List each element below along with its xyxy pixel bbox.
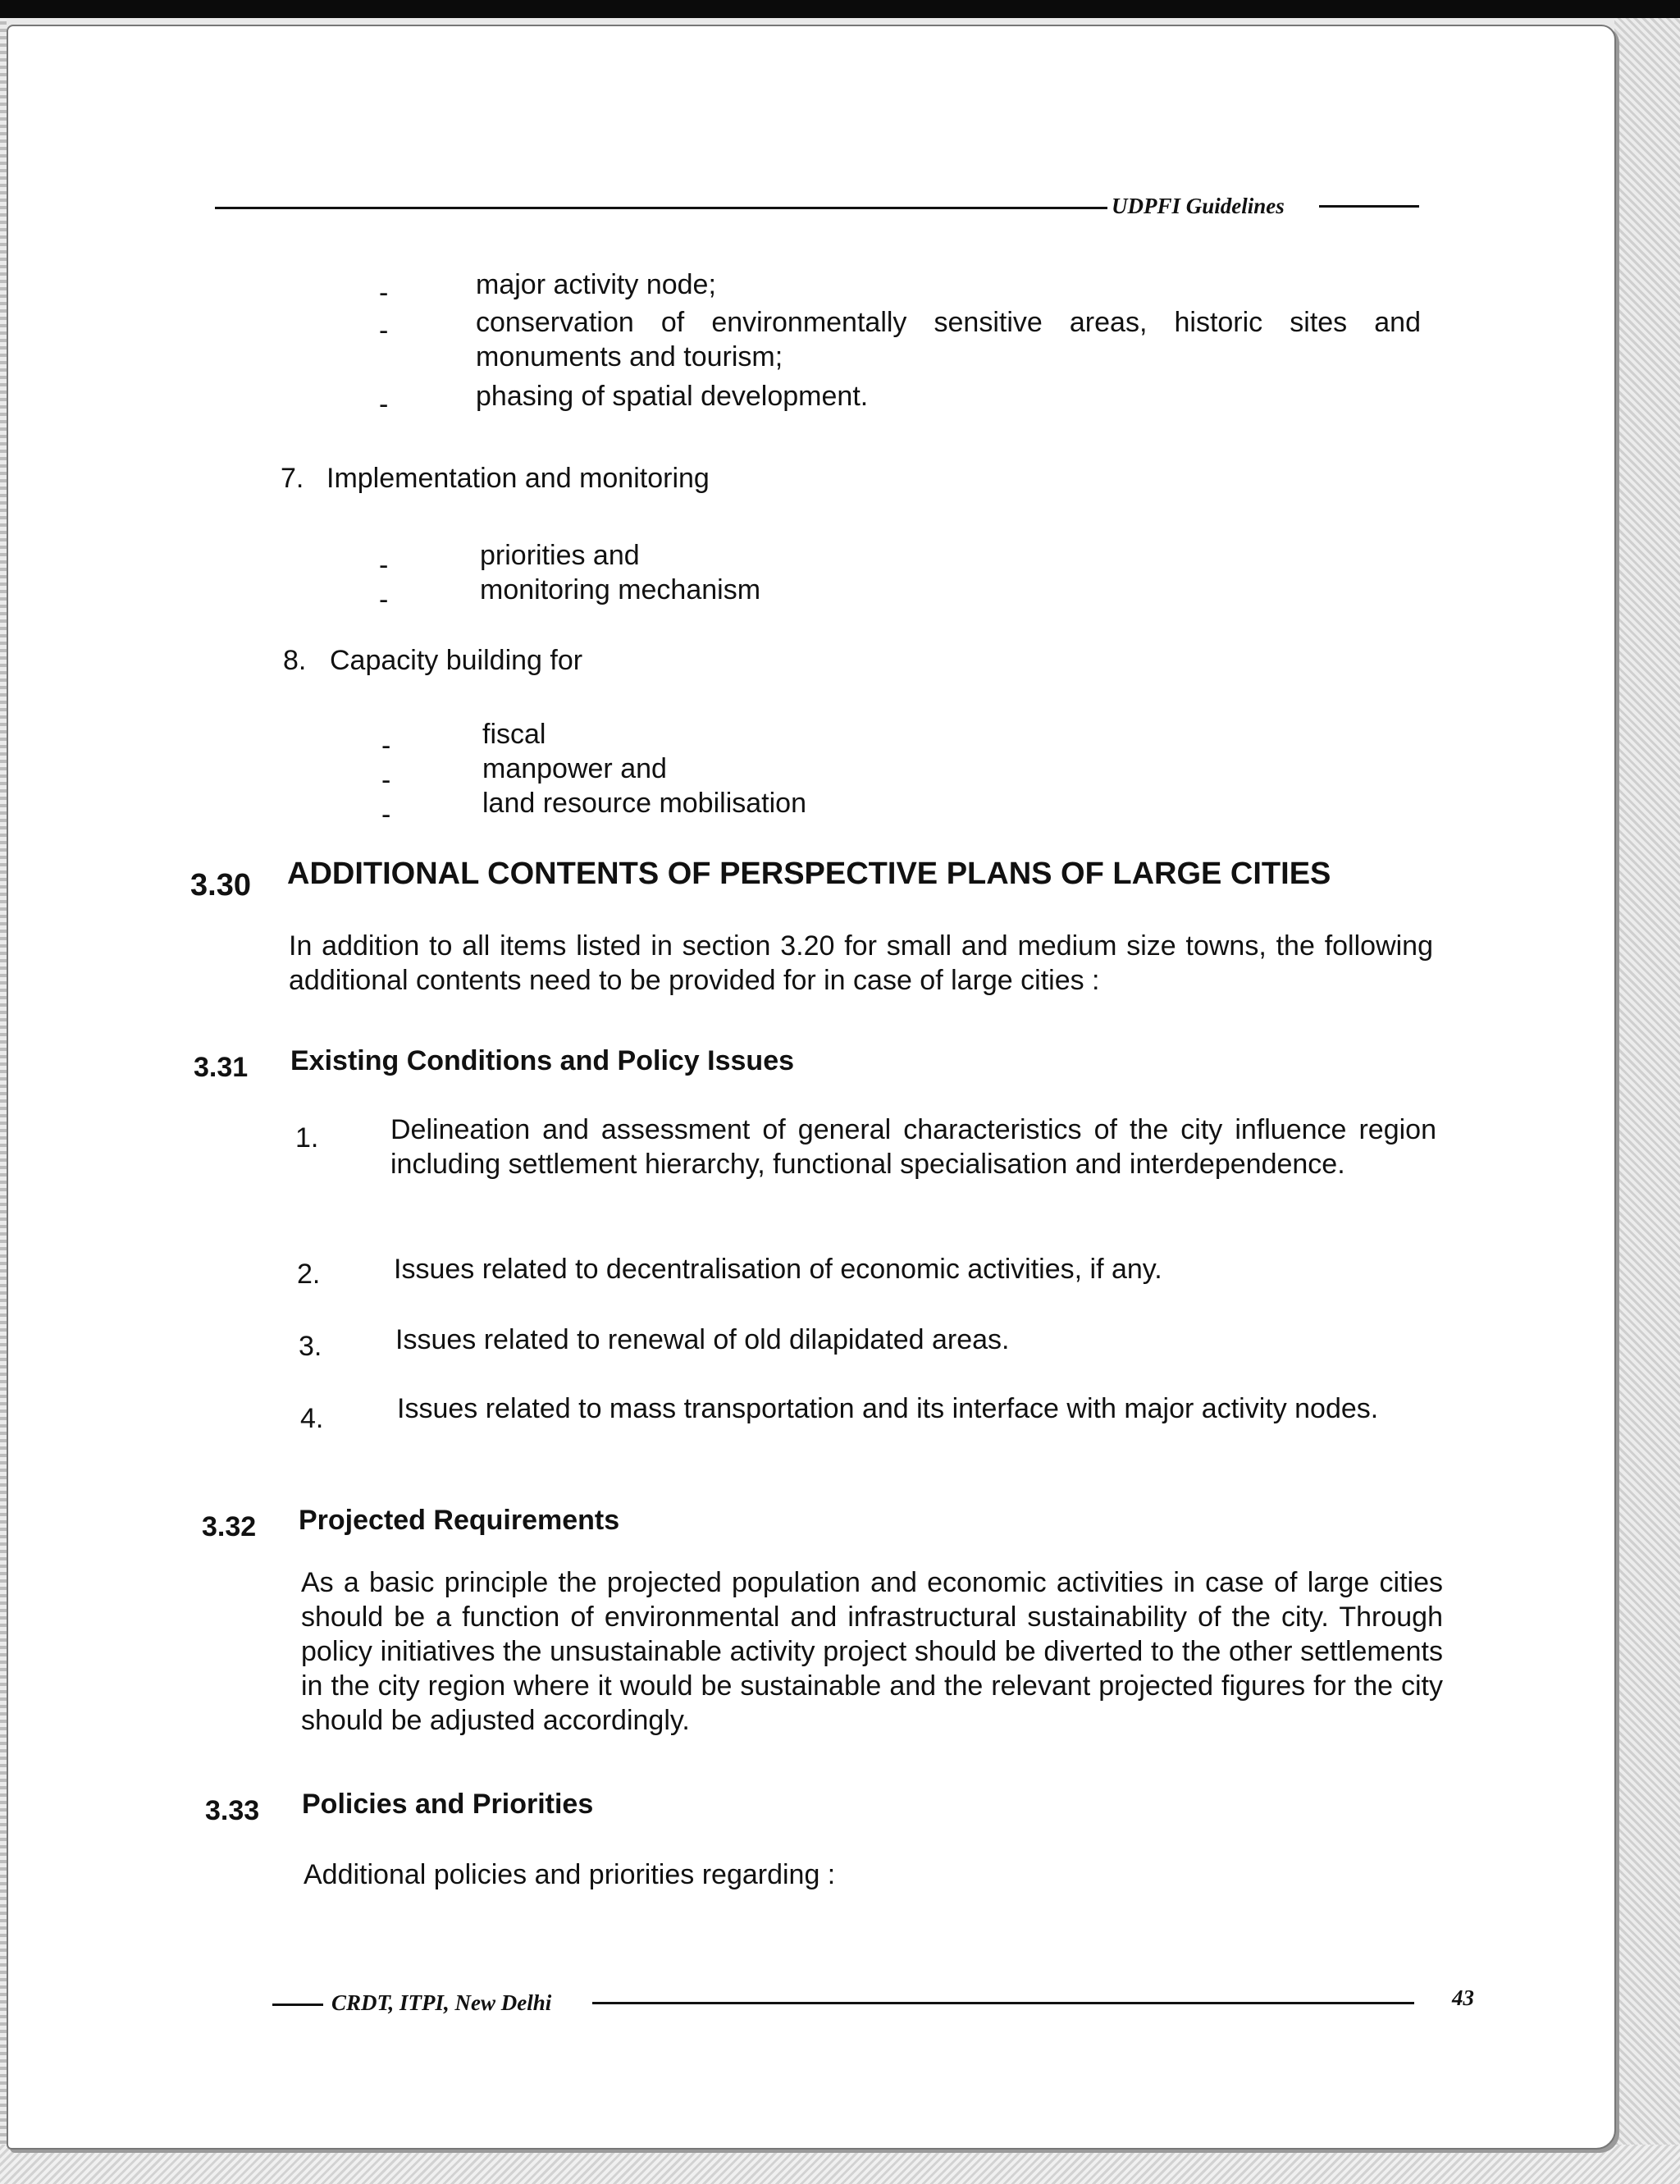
bullet-dash: - [379,315,389,346]
scan-edge-right [1614,18,1680,2184]
bullet-dash: - [379,277,389,308]
section-3-33-number: 3.33 [205,1795,260,1826]
item-2-label: 2. [297,1259,321,1290]
section-3-30-body: In addition to all items listed in section 3.20 for small and medium size towns, the following additional contents need to be provided for in case of large cities : [289,930,1433,996]
item7-bullet-priorities: priorities and [480,540,640,571]
bullet-conservation: conservation of environmentally sensitive areas, historic sites and monuments and tourism; [476,307,1421,372]
header-title: UDPFI Guidelines [1112,194,1285,218]
bullet-dash: - [381,765,391,796]
scan-edge-left [0,18,7,2151]
section-3-30-title: ADDITIONAL CONTENTS OF PERSPECTIVE PLANS OF LARGE CITIES [287,857,1331,891]
bullet-dash: - [379,389,389,420]
item8-label: 8. [283,645,307,676]
scan-edge-top [0,0,1680,18]
footer-rule-left [272,2004,323,2006]
item-4-label: 4. [300,1403,324,1434]
section-3-32-number: 3.32 [202,1511,257,1542]
header-rule-left [215,207,1107,209]
section-3-33-body: Additional policies and priorities regarding : [304,1859,836,1890]
section-3-32-title: Projected Requirements [299,1505,620,1536]
bullet-dash: - [379,550,389,581]
item8-bullet-land-resource: land resource mobilisation [482,788,806,819]
bullet-phasing: phasing of spatial development. [476,381,869,412]
section-3-33-title: Policies and Priorities [302,1789,594,1820]
bullet-major-activity-node: major activity node; [476,269,716,300]
bullet-dash: - [379,584,389,615]
item8-text: Capacity building for [330,645,583,676]
item-1-text: Delineation and assessment of general characteristics of the city influence region including settlement hierarchy, functional specialisation and interdependence. [390,1114,1436,1180]
bullet-dash: - [381,799,391,830]
item7-bullet-monitoring: monitoring mechanism [480,574,761,605]
item-1-label: 1. [295,1122,319,1154]
footer-rule-right [592,2002,1414,2004]
footer-org: CRDT, ITPI, New Delhi [331,1990,552,2015]
item-2-text: Issues related to decentralisation of economic activities, if any. [394,1254,1162,1285]
item8-bullet-manpower: manpower and [482,753,667,784]
section-3-30-number: 3.30 [190,868,251,902]
item-3-label: 3. [299,1331,322,1362]
item-3-text: Issues related to renewal of old dilapidated areas. [395,1324,1010,1355]
item7-label: 7. [281,463,304,494]
page-number: 43 [1452,1985,1474,2010]
bullet-dash: - [381,730,391,761]
item-4-text: Issues related to mass transportation and its interface with major activity nodes. [397,1393,1379,1424]
item7-text: Implementation and monitoring [326,463,710,494]
item8-bullet-fiscal: fiscal [482,719,546,750]
section-3-32-body: As a basic principle the projected population and economic activities in case of large cities should be a function of environmental and infrastructural sustainability of the city. Through policy initiatives the unsustainable activity project should be diverted to the other settlements in the city region where it would be sustainable and the relevant projected figures for the city should be adjusted accordingly. [301,1567,1443,1736]
scan-edge-bottom [0,2145,1680,2184]
document-page [7,25,1616,2150]
section-3-31-number: 3.31 [194,1052,249,1083]
section-3-31-title: Existing Conditions and Policy Issues [290,1045,795,1076]
header-rule-right [1319,205,1419,208]
